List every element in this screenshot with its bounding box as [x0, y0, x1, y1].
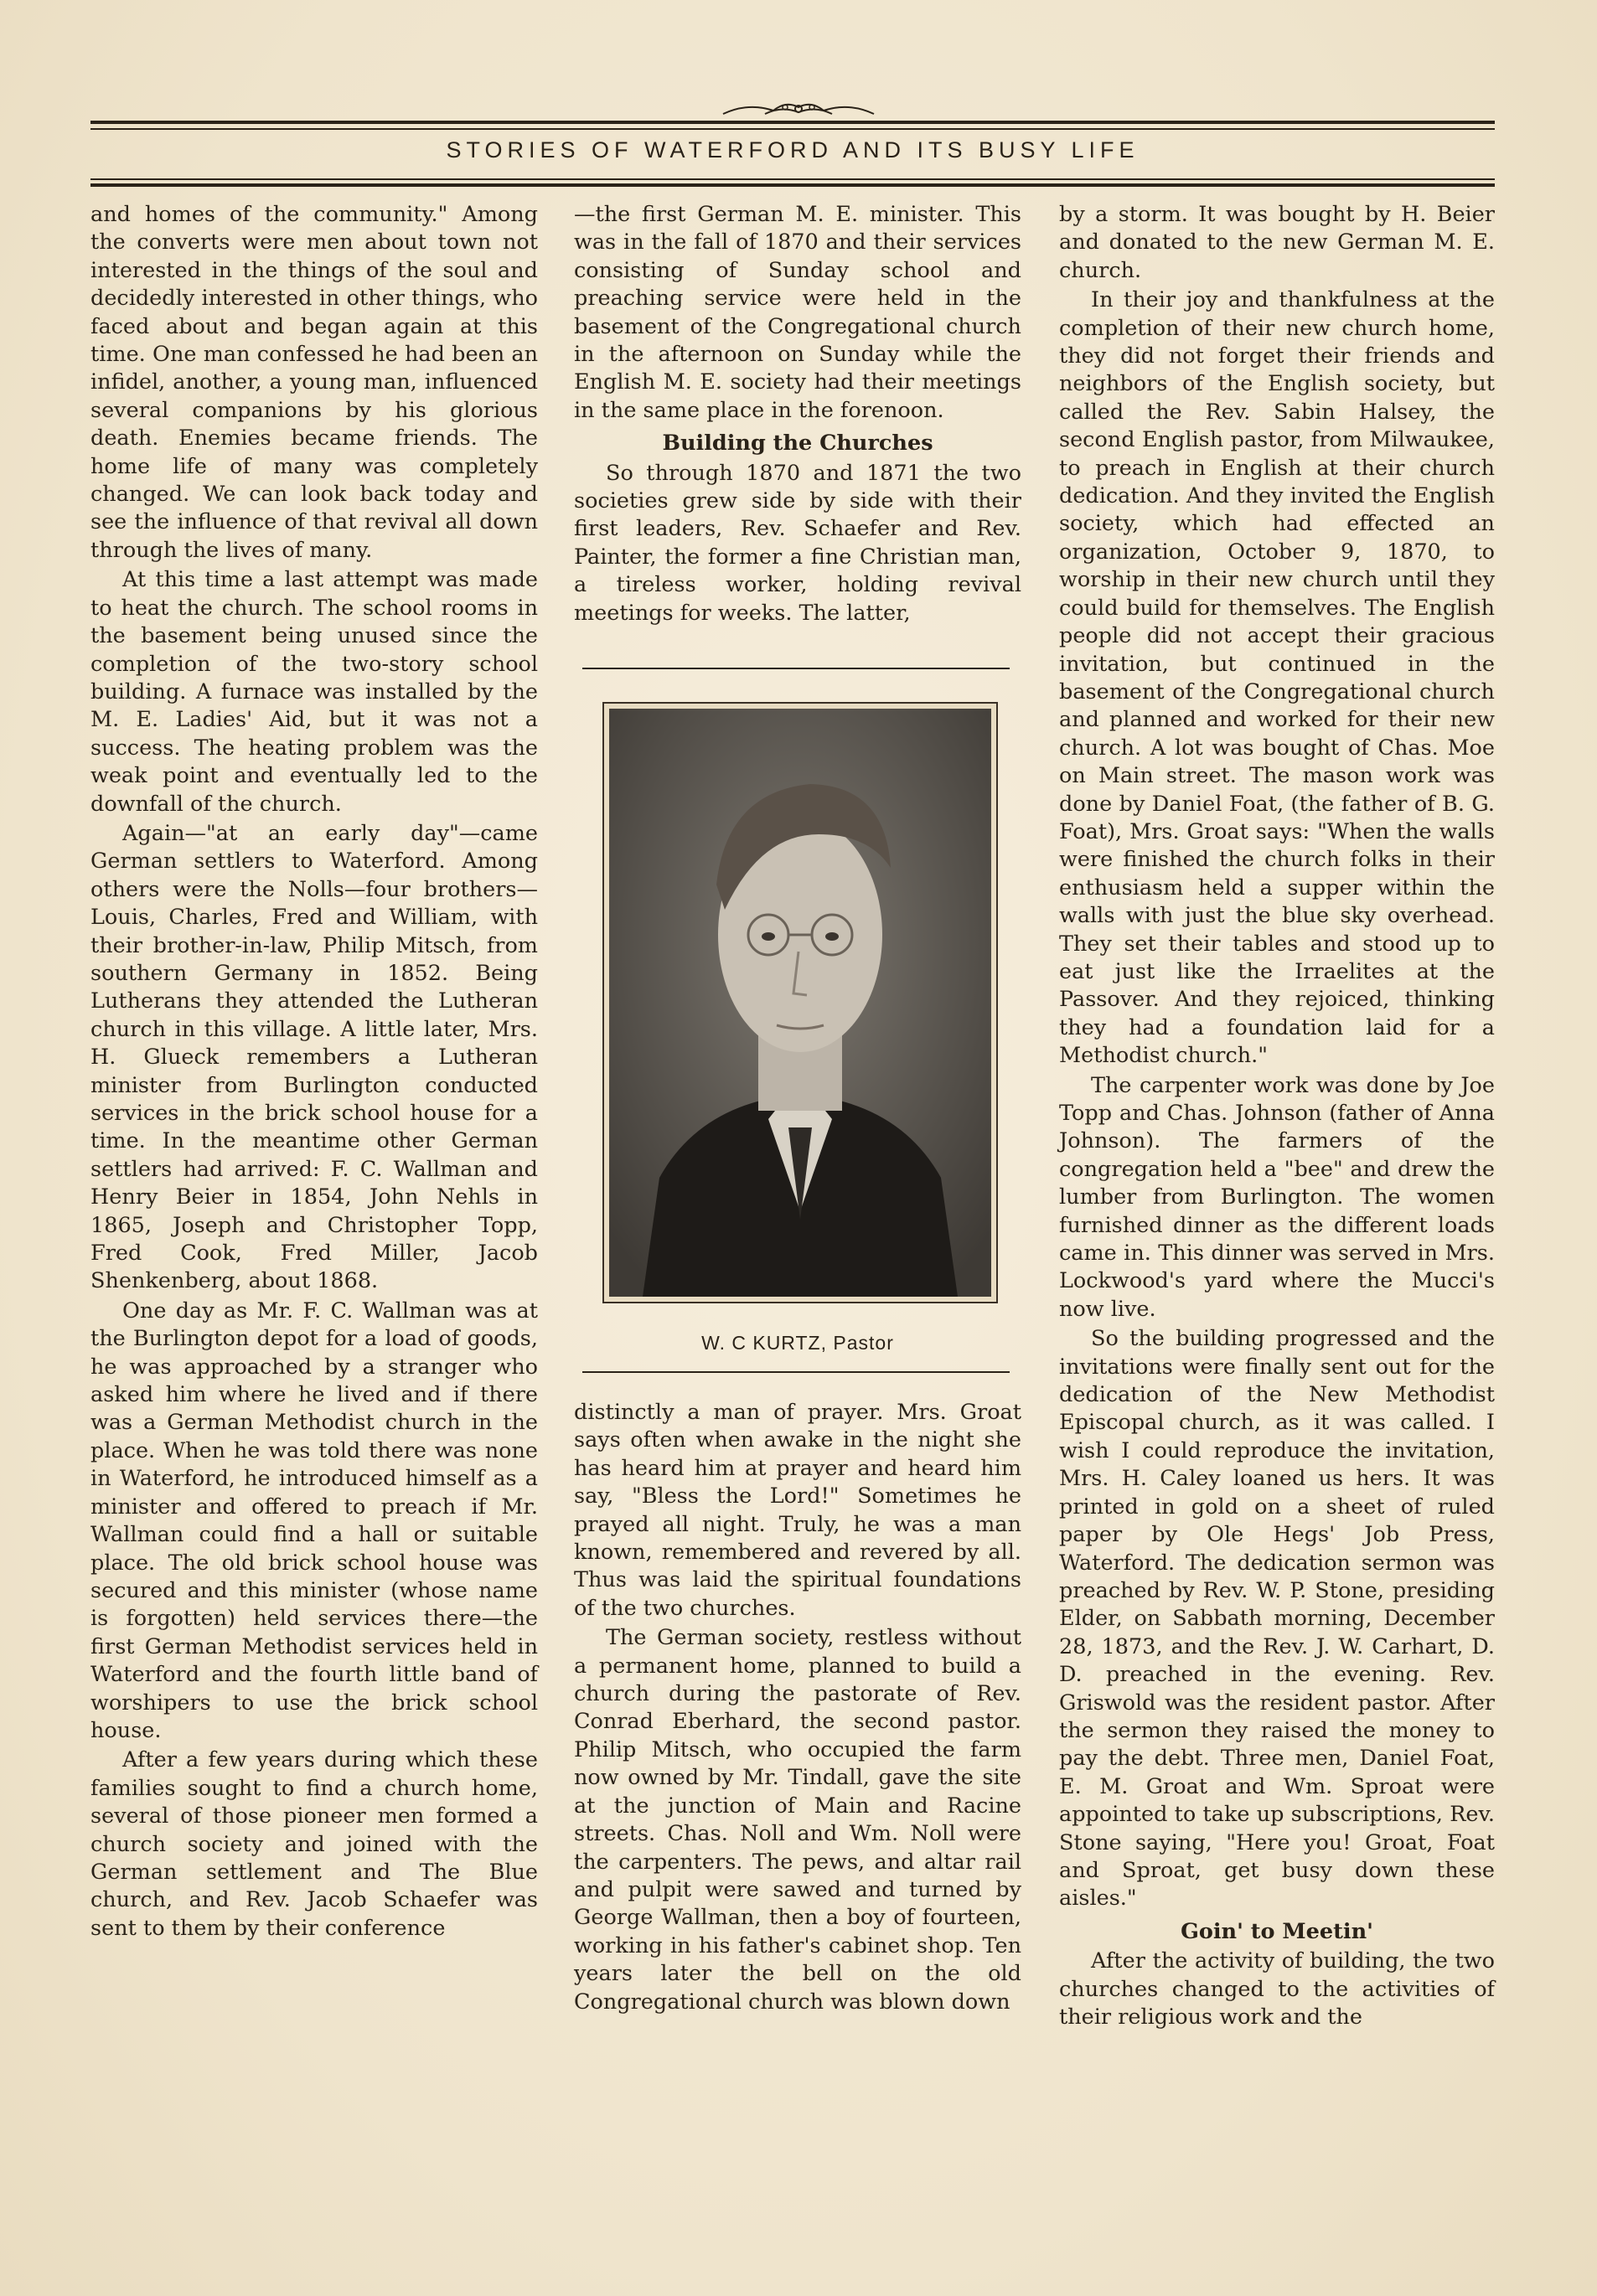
paragraph: One day as Mr. F. C. Wallman was at the Burlington depot for a load of goods, he was approached by a stranger who asked him where he lived and if there was a German Methodist church in the place. When he was told there was none in Waterford, he introduced himself as a minister and offered to preach if Mr. Wallman could find a hall or suitable place. The old brick school house was secured and this minister (whose name is forgotten) held services there—the first German Methodist services held in Waterford and the fourth little band of worshipers to use the brick school house. [90, 1298, 538, 1743]
paragraph: So the building progressed and the invitations were finally sent out for the dedication of the New Methodist Episcopal church, as it was called. I wish I could reproduce the invitation, Mrs. H. Caley loaned us hers. It was printed in gold on a sheet of ruled paper by Ole Hegs' Job Press, Waterford. The dedication sermon was preached by Rev. W. P. Stone, presiding Elder, on Sabbath morning, December 28, 1873, and the Rev. J. W. Carhart, D. D. preached in the evening. Rev. Griswold was the resident pastor. After the sermon they raised the money to pay the debt. Three men, Daniel Foat, E. M. Groat and Wm. Sproat were appointed to take up subscriptions, Rev. Stone saying, "Here you! Groat, Foat and Sproat, get busy down these aisles." [1059, 1326, 1495, 1912]
divider [582, 1371, 1010, 1373]
paragraph: After a few years during which these families sought to find a church home, several of those pioneer men formed a church society and joined with the German settlement and The Blue church, and Rev. Jacob Schaefer was sent to them by their conference [90, 1747, 538, 1941]
section-heading: Building the Churches [662, 431, 933, 457]
paragraph: So through 1870 and 1871 the two societies grew side by side with their first leaders, Rev. Schaefer and Rev. Painter, the former a fine Christian man, a tireless worker, holding revival meetings for weeks. The latter, [574, 460, 1021, 626]
paragraph: Again—"at an early day"—came German settlers to Waterford. Among others were the Nolls—four brothers—Louis, Charles, Fred and William, with their brother-in-law, Philip Mitsch, from southern Germany in 1852. Being Lutherans they attended the Lutheran church in this village. A little later, Mrs. H. Glueck remembers a Lutheran minister from Burlington conducted services in the brick school house for a time. In the meantime other German settlers had arrived: F. C. Wallman and Henry Beier in 1854, John Nehls in 1865, Joseph and Christopher Topp, Fred Cook, Fred Miller, Jacob Shenkenberg, about 1868. [90, 820, 538, 1294]
portrait-image [609, 709, 991, 1297]
running-head: STORIES OF WATERFORD AND ITS BUSY LIFE [446, 137, 1140, 163]
column-2-bottom [574, 1399, 1021, 2018]
header-rule-top-thick [90, 121, 1495, 124]
paragraph: and homes of the community." Among the converts were men about town not interested in the things of the soul and decidedly interested in other things, who faced about and began again at this time. One man confessed he had been an infidel, another, a young man, influenced several companions by his glorious death. Enemies became friends. The home life of many was completely changed. We can look back today and see the influence of that revival all down through the lives of many. [90, 202, 538, 563]
header-rule-bottom-thick [90, 183, 1495, 187]
paragraph: In their joy and thankfulness at the completion of their new church home, they did not forget their friends and neighbors of the English society, but called the Rev. Sabin Halsey, the second English pastor, from Milwaukee, to preach in English at their church dedication. And they invited the English society, which had effected an organization, October 9, 1870, to worship in their new church until they could build for themselves. The English people did not accept their gracious invitation, but continued in the basement of the Congregational church and planned and worked for their new church. A lot was bought of Chas. Moe on Main street. The mason work was done by Daniel Foat, (the father of B. G. Foat), Mrs. Groat says: "When the walls were finished the church folks in their enthusiasm held a supper within the walls with just the blue sky overhead. They set their tables and stood up to eat just like the Irraelites at the Passover. And they rejoiced, thinking they had a foundation laid for a Methodist church." [1059, 287, 1495, 1069]
column-2-top [574, 201, 1021, 629]
divider [582, 668, 1010, 669]
header-rule-bottom-thin [90, 178, 1495, 180]
header-rule-top-thin [90, 128, 1495, 130]
paragraph: distinctly a man of prayer. Mrs. Groat says often when awake in the night she has heard him at prayer and heard him say, "Bless the Lord!" Sometimes he prayed all night. Truly, he was a man known, remembered and revered by all. Thus was laid the spiritual foundations of the two churches. [574, 1400, 1021, 1621]
column-3 [1059, 201, 1495, 2033]
paragraph: At this time a last attempt was made to heat the church. The school rooms in the basement being unused since the completion of the two-story school building. A furnace was installed by the M. E. Ladies' Aid, but it was not a success. The heating problem was the weak point and eventually led to the downfall of the church. [90, 567, 538, 817]
header-ornament-icon [715, 94, 882, 122]
section-heading: Goin' to Meetin' [1181, 1918, 1373, 1944]
paragraph: The German society, restless without a permanent home, planned to build a church during the pastorate of Rev. Conrad Eberhard, the second pastor. Philip Mitsch, who occupied the farm now owned by Mr. Tindall, gave the site at the junction of Main and Racine streets. Chas. Noll and Wm. Noll were the carpenters. The pews, and altar rail and pulpit were sawed and turned by George Wallman, then a boy of fourteen, working in his father's cabinet shop. Ten years later the bell on the old Congregational church was blown down [574, 1625, 1021, 2015]
paragraph: —the first German M. E. minister. This was in the fall of 1870 and their services consisting of Sunday school and preaching service were held in the basement of the Congregational church in the afternoon on Sunday while the English M. E. society had their meetings in the same place in the forenoon. [574, 202, 1021, 423]
paragraph: After the activity of building, the two churches changed to the activities of their religious work and the [1059, 1948, 1495, 2030]
photo-caption: W. C KURTZ, Pastor [701, 1332, 894, 1354]
paragraph: The carpenter work was done by Joe Topp and Chas. Johnson (father of Anna Johnson). The farmers of the congregation held a "bee" and drew the lumber from Burlington. The women furnished dinner as the different loads came in. This dinner was served in Mrs. Lockwood's yard where the Mucci's now live. [1059, 1072, 1495, 1322]
pastor-photo [602, 702, 998, 1303]
column-1 [90, 201, 538, 1944]
paragraph: by a storm. It was bought by H. Beier and donated to the new German M. E. church. [1059, 202, 1495, 283]
